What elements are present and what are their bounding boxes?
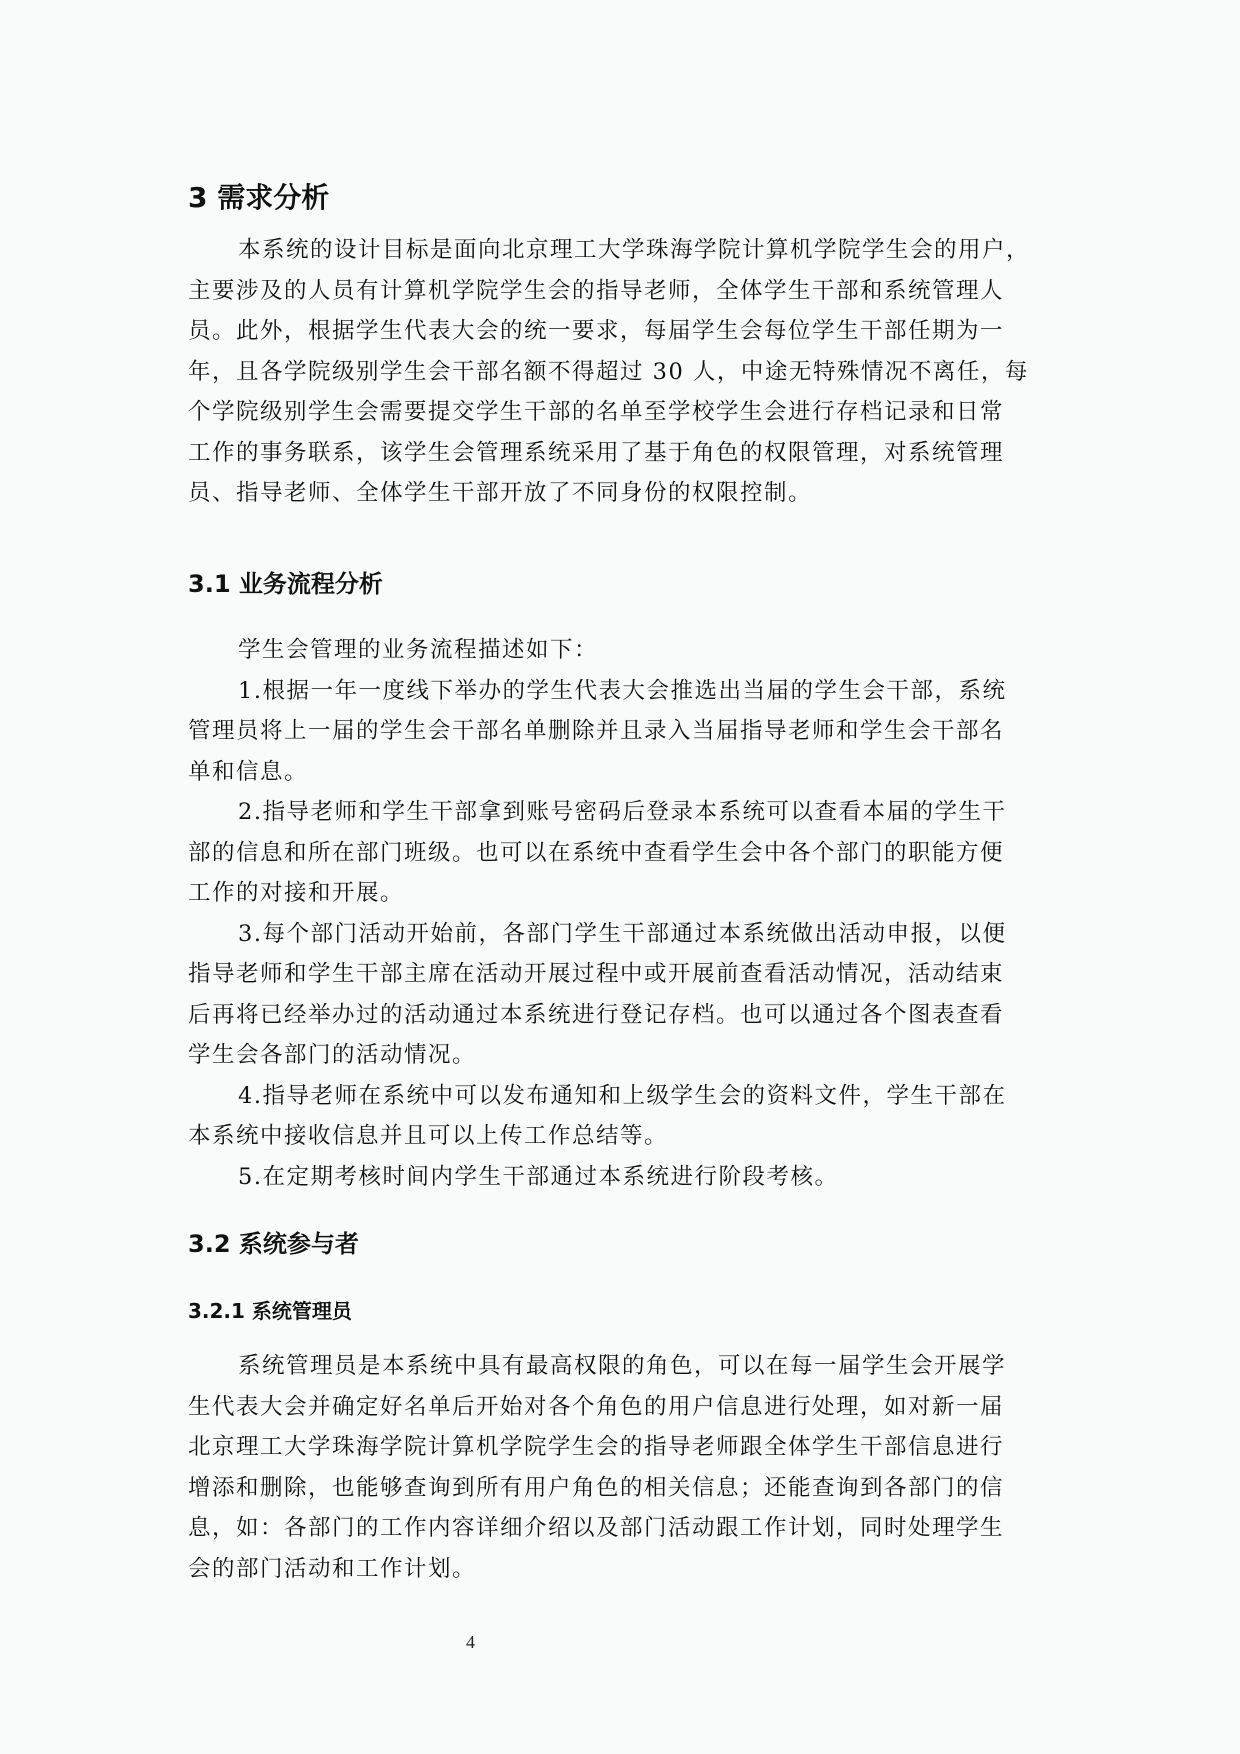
text-line: 员。此外，根据学生代表大会的统一要求，每届学生会每位学生干部任期为一 — [188, 318, 1005, 344]
text-line: 系统管理员是本系统中具有最高权限的角色，可以在每一届学生会开展学 — [238, 1353, 1007, 1379]
text-line: 部的信息和所在部门班级。也可以在系统中查看学生会中各个部门的职能方便 — [188, 839, 1005, 866]
text-line: 后再将已经举办过的活动通过本系统进行登记存档。也可以通过各个图表查看 — [188, 1001, 1005, 1028]
subsection-title-3-2-1: 3.2.1 系统管理员 — [188, 1299, 352, 1323]
text-line: 指导老师和学生干部主席在活动开展过程中或开展前查看活动情况，活动结束 — [188, 961, 1005, 987]
text-line: 年，且各学院级别学生会干部名额不得超过 30 人，中途无特殊情况不离任，每 — [188, 358, 1029, 385]
section-title: 3 需求分析 — [188, 181, 330, 214]
text-line: 个学院级别学生会需要提交学生干部的名单至学校学生会进行存档记录和日常 — [188, 399, 1005, 425]
text-line: 工作的事务联系，该学生会管理系统采用了基于角色的权限管理，对系统管理 — [188, 439, 1005, 466]
text-line: 生代表大会并确定好名单后开始对各个角色的用户信息进行处理，如对新一届 — [188, 1393, 1005, 1420]
text-line: 单和信息。 — [188, 758, 309, 785]
process-paragraph — [188, 630, 1052, 1197]
subsection-title-3-2: 3.2 系统参与者 — [188, 1230, 359, 1258]
text-line: 主要涉及的人员有计算机学院学生会的指导老师，全体学生干部和系统管理人 — [188, 277, 1005, 304]
process-item-1: 1.根据一年一度线下举办的学生代表大会推选出当届的学生会干部，系统 — [238, 677, 1007, 704]
text-line: 本系统的设计目标是面向北京理工大学珠海学院计算机学院学生会的用户， — [238, 237, 1031, 263]
process-item-5: 5.在定期考核时间内学生干部通过本系统进行阶段考核。 — [238, 1163, 839, 1190]
process-item-3: 3.每个部门活动开始前，各部门学生干部通过本系统做出活动申报，以便 — [238, 920, 1007, 947]
subsection-title-3-1: 3.1 业务流程分析 — [188, 570, 383, 598]
text-line: 管理员将上一届的学生会干部名单删除并且录入当届指导老师和学生会干部名 — [188, 718, 1005, 744]
process-lead: 学生会管理的业务流程描述如下： — [238, 637, 599, 663]
intro-paragraph — [188, 230, 1052, 514]
text-line: 本系统中接收信息并且可以上传工作总结等。 — [188, 1123, 669, 1149]
process-item-2: 2.指导老师和学生干部拿到账号密码后登录本系统可以查看本届的学生干 — [238, 799, 1007, 825]
text-line: 息，如：各部门的工作内容详细介绍以及部门活动跟工作计划，同时处理学生 — [188, 1515, 1005, 1541]
text-line: 学生会各部门的活动情况。 — [188, 1042, 477, 1068]
text-line: 会的部门活动和工作计划。 — [188, 1555, 477, 1582]
admin-paragraph — [188, 1346, 1052, 1589]
process-item-4: 4.指导老师在系统中可以发布通知和上级学生会的资料文件，学生干部在 — [238, 1082, 1007, 1109]
text-line: 员、指导老师、全体学生干部开放了不同身份的权限控制。 — [188, 480, 813, 506]
text-line: 增添和删除，也能够查询到所有用户角色的相关信息；还能查询到各部门的信 — [188, 1474, 1005, 1501]
text-line: 北京理工大学珠海学院计算机学院学生会的指导老师跟全体学生干部信息进行 — [188, 1434, 1005, 1460]
text-line: 工作的对接和开展。 — [188, 880, 405, 906]
page-number: 4 — [466, 1632, 475, 1652]
